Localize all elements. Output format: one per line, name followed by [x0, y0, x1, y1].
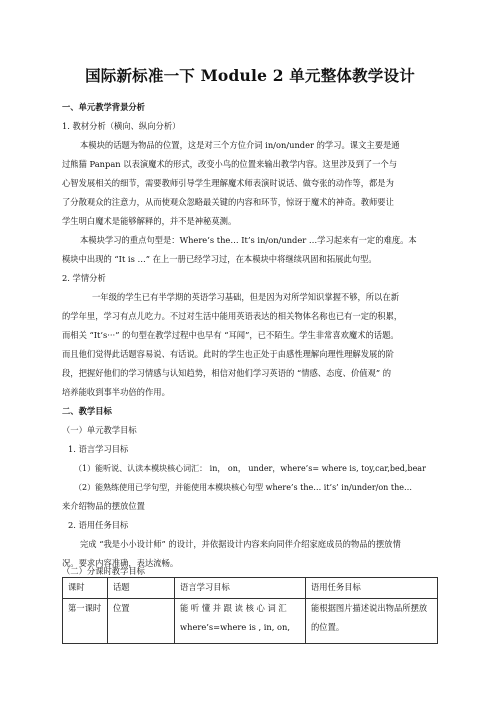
- table-cell-topic: 位置: [108, 599, 175, 644]
- subheading: 1. 教材分析（横向、纵向分析）: [62, 121, 181, 131]
- table-cell-task-goal: [306, 599, 438, 644]
- table-header-row: [63, 578, 438, 599]
- table-row: [63, 599, 438, 644]
- paragraph-line: 况。要求内容准确，表达流畅。: [62, 558, 179, 568]
- cell-line: 的位置。: [311, 622, 345, 632]
- section-heading: 一、单元教学背景分析: [62, 102, 145, 112]
- subheading: 2. 语用任务目标: [68, 520, 129, 530]
- paragraph-line: 来介绍物品的摆放位置: [62, 501, 145, 511]
- paragraph-line: 段，把握好他们的学习情感与认知趋势，相信对他们学习英语的 “情感、态度、价值观” 的: [62, 368, 392, 378]
- paragraph-line: 的学年里，学习有点儿吃力。不过对生活中能用英语表达的相关物体名称也已有一定的积累，: [62, 311, 403, 321]
- paragraph-line: 完成 “我是小小设计师” 的设计，并依据设计内容来向同伴介绍家庭成员的物品的摆放情: [80, 539, 401, 549]
- paragraph-line: 本模块的话题为物品的位置，这是对三个方位介词 in/on/under 的学习。课文主要是通: [80, 140, 400, 150]
- paragraph-line: （2）能熟练使用已学句型，并能使用本模块核心句型 where’s the… it’s’ in/under/on the…: [74, 483, 412, 492]
- table-header-cell: 语用任务目标: [306, 578, 438, 599]
- subheading: 1. 语言学习目标: [68, 444, 129, 454]
- document-title: 国际新标准一下 Module 2 单元整体教学设计: [85, 66, 415, 85]
- paragraph-line: 模块中出现的 “It is …” 在上一册已经学习过，在本模块中将继续巩固和拓展此句型。: [62, 254, 377, 264]
- subheading: 2. 学情分析: [62, 273, 106, 283]
- paragraph-line: 而且他们觉得此话题容易说、有话说。此时的学生也正处于由感性理解向理性理解发展的阶: [62, 349, 394, 359]
- paragraph-line: 而相关 “It’s···” 的句型在教学过程中也早有 “耳闻”，已不陌生。学生非常喜欢魔术的话题。: [62, 330, 399, 340]
- paragraph-line: 了分散观众的注意力，从而使观众忽略最关键的内容和环节，惊讶于魔术的神奇。教师要让: [62, 197, 394, 207]
- subheading: （一）单元教学目标: [62, 425, 137, 435]
- paragraph-line: 一年级的学生已有半学期的英语学习基础，但是因为对所学知识掌握不够，所以在新: [92, 292, 399, 302]
- paragraph-line: （1）能听说、认读本模块核心词汇： in， on， under，where’s= where is, toy,car,bed,bear: [74, 464, 426, 473]
- section-heading: 二、教学目标: [62, 406, 112, 416]
- table-cell-lesson: 第一课时: [63, 599, 108, 644]
- table-cell-language-goal: [175, 599, 306, 644]
- table-header-cell: 课时: [63, 578, 108, 599]
- subheading: （二）分课时教学目标: [62, 566, 145, 576]
- paragraph-line: 学生明白魔术是能够解释的，并不是神秘莫测。: [62, 216, 237, 226]
- table-header-cell: 话题: [108, 578, 175, 599]
- paragraph-line: 过熊猫 Panpan 以表演魔术的形式，改变小鸟的位置来输出教学内容。这里涉及到了一个与: [62, 159, 398, 169]
- lesson-objectives-table: [62, 577, 438, 644]
- cell-line: 能根据图片描述说出物品所摆放: [311, 603, 428, 613]
- paragraph-line: 培养能收到事半功倍的作用。: [62, 387, 170, 397]
- paragraph-line: 本模块学习的重点句型是：Where’s the… It’s in/on/under …学习起来有一定的难度。本: [80, 235, 417, 245]
- cell-line: 能 听 懂 并 跟 读 核 心 词 汇: [180, 603, 287, 613]
- paragraph-line: 心智发展相关的细节，需要教师引导学生理解魔术师表演时说话、做夸张的动作等，都是为: [62, 178, 394, 188]
- cell-line: where’s=where is , in, on,: [180, 622, 291, 632]
- table-header-cell: 语言学习目标: [175, 578, 306, 599]
